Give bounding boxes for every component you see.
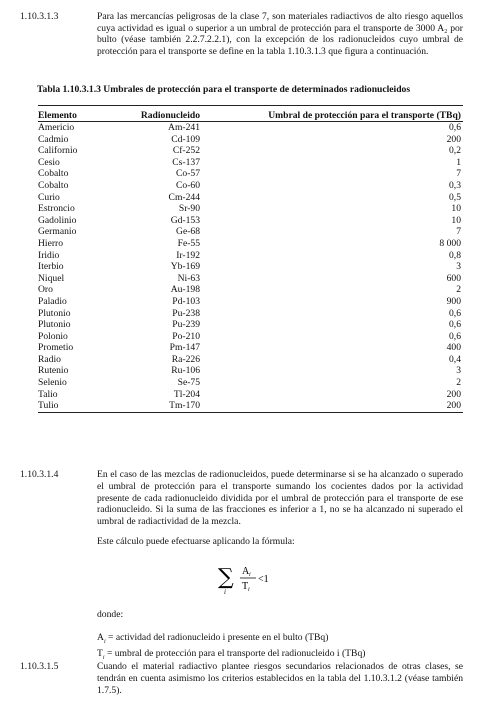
cell-umbral: 7 bbox=[456, 226, 461, 238]
cell-elemento: Talio bbox=[38, 388, 58, 400]
denominator-sub: i bbox=[248, 587, 250, 593]
cell-umbral: 0,5 bbox=[449, 191, 461, 203]
cell-elemento: Rutenio bbox=[38, 365, 69, 377]
cell-elemento: Polonio bbox=[38, 330, 68, 342]
table-row bbox=[38, 365, 463, 377]
cell-umbral: 200 bbox=[446, 133, 461, 145]
table-row bbox=[38, 145, 463, 157]
cell-elemento: Iterbio bbox=[38, 261, 64, 273]
cell-elemento: Americio bbox=[38, 122, 75, 133]
numerator: A bbox=[242, 566, 250, 577]
cell-radionucleido: Cs-137 bbox=[172, 156, 200, 168]
table-row bbox=[38, 331, 463, 343]
cell-radionucleido: Co-57 bbox=[176, 168, 200, 180]
cell-elemento: Germanio bbox=[38, 226, 77, 238]
cell-umbral: 0,3 bbox=[449, 179, 461, 191]
table-row bbox=[38, 226, 463, 238]
table-row bbox=[38, 261, 463, 273]
cell-radionucleido: Yb-169 bbox=[170, 261, 200, 273]
cell-elemento: Niquel bbox=[38, 272, 65, 284]
cell-umbral: 10 bbox=[451, 203, 461, 215]
cell-umbral: 0,6 bbox=[449, 319, 461, 331]
cell-umbral: 8 000 bbox=[439, 237, 461, 249]
table-row bbox=[38, 238, 463, 250]
cell-elemento: Plutonio bbox=[38, 319, 71, 331]
cell-radionucleido: Pu-238 bbox=[172, 307, 200, 319]
cell-elemento: Gadolinio bbox=[38, 214, 77, 226]
cell-elemento: Cadmio bbox=[38, 133, 69, 145]
cell-radionucleido: Cf-252 bbox=[172, 145, 200, 157]
table-row bbox=[38, 354, 463, 366]
cell-elemento: Cesio bbox=[38, 156, 60, 168]
cell-umbral: 0,8 bbox=[449, 249, 461, 261]
cell-elemento: Cobalto bbox=[38, 168, 69, 180]
cell-umbral: 7 bbox=[456, 168, 461, 180]
cell-umbral: 0,6 bbox=[449, 122, 461, 133]
section-number: 1.10.3.1.3 bbox=[20, 11, 59, 22]
cell-umbral: 1 bbox=[456, 156, 461, 168]
table-row bbox=[38, 377, 463, 389]
summation-formula bbox=[216, 562, 296, 596]
cell-radionucleido: Ru-106 bbox=[171, 365, 200, 377]
formula-intro: Este cálculo puede efectuarse aplicando la fórmula: bbox=[97, 536, 295, 547]
cell-umbral: 0,6 bbox=[449, 330, 461, 342]
cell-radionucleido: Cd-109 bbox=[171, 133, 200, 145]
cell-radionucleido: Cm-244 bbox=[168, 191, 200, 203]
table-row bbox=[38, 157, 463, 169]
table-row bbox=[38, 192, 463, 204]
cell-umbral: 0,6 bbox=[449, 307, 461, 319]
radionuclide-table bbox=[38, 105, 463, 413]
header-umbral: Umbral de protección para el transporte (TBq) bbox=[268, 109, 461, 121]
relation: <1 bbox=[258, 574, 269, 585]
table-row bbox=[38, 215, 463, 227]
cell-umbral: 200 bbox=[446, 400, 461, 412]
cell-radionucleido: Pu-239 bbox=[172, 319, 200, 331]
definition-a: $A_i$ = actividad del radionucleido i presente en el bulto (TBq) bbox=[97, 632, 329, 645]
section-text: En el caso de las mezclas de radionucleidos, puede determinarse si se ha alcanzado o superado el umbral de protección para el transporte sumando los cocientes dados por la actividad presente de cada radionucleido dividida por el umbral de protección para el transporte de ese radionucleido. Si la suma de las fracciones es inferior a 1, no se ha alcanzado ni superado el umbral de radiactividad de la mezcla. bbox=[97, 469, 463, 528]
definition-t: $T_i$ = umbral de protección para el transporte del radionucleido i (TBq) bbox=[97, 647, 366, 661]
cell-umbral: 600 bbox=[446, 272, 461, 284]
definition-a-text: = actividad del radionucleido i presente en el bulto (TBq) bbox=[108, 632, 329, 643]
cell-elemento: Cobalto bbox=[38, 179, 69, 191]
cell-umbral: 3 bbox=[456, 261, 461, 273]
cell-radionucleido: Ra-226 bbox=[171, 353, 200, 365]
cell-elemento: Iridio bbox=[38, 249, 60, 261]
cell-umbral: 400 bbox=[446, 342, 461, 354]
cell-radionucleido: Au-198 bbox=[170, 284, 200, 296]
cell-radionucleido: Se-75 bbox=[177, 377, 200, 389]
cell-elemento: Oro bbox=[38, 284, 53, 296]
table-caption: Tabla 1.10.3.1.3 Umbrales de protección para el transporte de determinados radionucleidos bbox=[37, 84, 411, 95]
donde-label: donde: bbox=[97, 609, 124, 620]
cell-radionucleido: Gd-153 bbox=[170, 214, 200, 226]
table-row bbox=[38, 273, 463, 285]
cell-elemento: Plutonio bbox=[38, 307, 71, 319]
cell-umbral: 3 bbox=[456, 365, 461, 377]
sum-index: i bbox=[224, 588, 226, 596]
cell-umbral: 0,4 bbox=[449, 353, 461, 365]
cell-umbral: 2 bbox=[456, 284, 461, 296]
cell-radionucleido: Po-210 bbox=[172, 330, 200, 342]
cell-elemento: Paladio bbox=[38, 295, 67, 307]
table-row bbox=[38, 284, 463, 296]
cell-elemento: Hierro bbox=[38, 237, 64, 249]
cell-radionucleido: Tl-204 bbox=[173, 388, 200, 400]
cell-elemento: Curio bbox=[38, 191, 60, 203]
table-header-row bbox=[38, 106, 463, 122]
header-elemento: Elemento bbox=[38, 109, 77, 121]
table-row bbox=[38, 134, 463, 146]
sub-i: i bbox=[102, 654, 105, 661]
cell-elemento: Radio bbox=[38, 353, 61, 365]
cell-umbral: 10 bbox=[451, 214, 461, 226]
cell-umbral: 900 bbox=[446, 295, 461, 307]
cell-umbral: 2 bbox=[456, 377, 461, 389]
table-row bbox=[38, 389, 463, 401]
table-row bbox=[38, 168, 463, 180]
section-number: 1.10.3.1.4 bbox=[20, 469, 59, 480]
table-row bbox=[38, 400, 463, 412]
cell-radionucleido: Fe-55 bbox=[177, 237, 200, 249]
table-row bbox=[38, 319, 463, 331]
cell-umbral: 200 bbox=[446, 388, 461, 400]
cell-umbral: 0,2 bbox=[449, 145, 461, 157]
sum-symbol: ∑ bbox=[218, 565, 234, 590]
table-body bbox=[38, 122, 463, 413]
cell-radionucleido: Ni-63 bbox=[177, 272, 200, 284]
cell-radionucleido: Ir-192 bbox=[176, 249, 200, 261]
cell-radionucleido: Tm-170 bbox=[169, 400, 200, 412]
sub-i: i bbox=[103, 638, 106, 645]
definitions bbox=[97, 632, 365, 664]
section-text: Cuando el material radiactivo plantee riesgos secundarios relacionados de otras clases, se tendrán en cuenta asimismo los criterios establecidos en la tabla del 1.10.3.1.2 (véase también 1.7.5). bbox=[97, 661, 463, 696]
cell-elemento: Californio bbox=[38, 145, 78, 157]
section-text: Para las mercancías peligrosas de la clase 7, son materiales radiactivos de alto riesgo aquellos cuya actividad es igual o superior a un umbral de protección para el transporte de 3000 A₂ por bulto (véase también 2.2.7.2.2.1), con la excepción de los radionucleidos cuyo umbral de protección para el transporte se define en la tabla 1.10.3.1.3 que figura a continuación. bbox=[97, 11, 463, 57]
table-row bbox=[38, 296, 463, 308]
cell-radionucleido: Co-60 bbox=[176, 179, 200, 191]
cell-elemento: Prometio bbox=[38, 342, 74, 354]
table-row bbox=[38, 342, 463, 354]
cell-radionucleido: Sr-90 bbox=[178, 203, 200, 215]
cell-radionucleido: Am-241 bbox=[168, 122, 200, 133]
table-row bbox=[38, 308, 463, 320]
header-radionucleido: Radionucleido bbox=[140, 109, 200, 121]
denominator: T bbox=[242, 581, 249, 592]
cell-elemento: Estroncio bbox=[38, 203, 75, 215]
cell-radionucleido: Ge-68 bbox=[176, 226, 200, 238]
numerator-sub: i bbox=[249, 572, 251, 578]
cell-radionucleido: Pm-147 bbox=[169, 342, 200, 354]
cell-radionucleido: Pd-103 bbox=[172, 295, 200, 307]
table-row bbox=[38, 250, 463, 262]
table-row bbox=[38, 180, 463, 192]
cell-elemento: Tulio bbox=[38, 400, 59, 412]
section-number: 1.10.3.1.5 bbox=[20, 661, 59, 672]
cell-elemento: Selenio bbox=[38, 377, 67, 389]
table-row bbox=[38, 203, 463, 215]
table-row bbox=[38, 122, 463, 134]
definition-t-text: = umbral de protección para el transporte del radionucleido i (TBq) bbox=[106, 647, 366, 659]
